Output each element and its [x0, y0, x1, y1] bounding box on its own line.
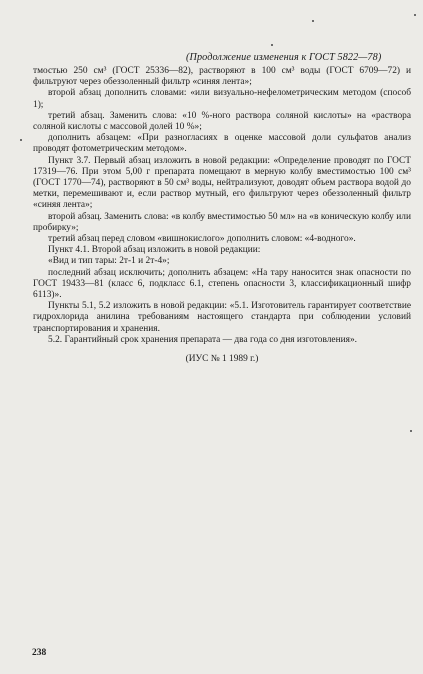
paragraph-8: Пункт 4.1. Второй абзац изложить в новой редакции: — [48, 245, 261, 256]
paragraph-12: 5.2. Гарантийный срок хранения препарата — два года со дня изготовления». — [48, 334, 357, 345]
paragraph-4: дополнить абзацем: «При разногласиях в оценке массовой доли сульфатов анализ проводят фотометрическим методом». — [33, 133, 411, 155]
paragraph-7: третий абзац перед словом «вишнокислого» дополнить словом: «4-водного». — [48, 234, 356, 245]
scan-speck — [271, 44, 273, 46]
scan-speck — [20, 139, 22, 141]
page-number: 238 — [32, 648, 47, 658]
paragraph-10: последний абзац исключить; дополнить абзацем: «На тару наносится знак опасности по ГОСТ 19433—81 (класс 6, подкласс 6.1, степень опасности 3, классификационный шифр 6113)». — [33, 267, 411, 301]
paragraph-2: второй абзац дополнить словами: «или визуально-нефелометрическим методом (способ 1); — [33, 88, 411, 110]
scan-speck — [312, 20, 314, 22]
paragraph-1: тмостью 250 см³ (ГОСТ 25336—82), растворяют в 100 см³ воды (ГОСТ 6709—72) и фильтруют через обеззоленный фильтр «синяя лента»; — [33, 66, 411, 88]
scan-speck — [410, 430, 412, 432]
paragraph-9: «Вид и тип тары: 2т-1 и 2т-4»; — [48, 256, 170, 267]
paragraph-6: второй абзац. Заменить слова: «в колбу вместимостью 50 мл» на «в коническую колбу или пробирку»; — [33, 211, 411, 233]
paragraph-3: третий абзац. Заменить слова: «10 %-ного раствора соляной кислоты» на «раствора соляной кислоты с массовой долей 10 %»; — [33, 110, 411, 133]
document-body — [33, 66, 411, 365]
paragraph-5: Пункт 3.7. Первый абзац изложить в новой редакции: «Определение проводят по ГОСТ 17319—76. При этом 5,00 г препарата помещают в мерную колбу вместимостью 100 см³ (ГОСТ 1770—74), растворяют в 50 см³ воды, нейтрализуют, доводят объем раствора водой до метки, перемешивают и, если раствор мутный, его фильтруют через обеззоленный фильтр «синяя лента»; — [33, 155, 411, 211]
paragraph-11: Пункты 5.1, 5.2 изложить в новой редакции: «5.1. Изготовитель гарантирует соответствие гидрохлорида анилина требованиям настоящего стандарта при соблюдении условий транспортирования и хранения. — [33, 301, 411, 334]
continuation-header: (Продолжение изменения к ГОСТ 5822—78) — [186, 52, 382, 63]
footer-note: (ИУС № 1 1989 г.) — [185, 354, 259, 365]
scan-speck — [414, 14, 416, 16]
